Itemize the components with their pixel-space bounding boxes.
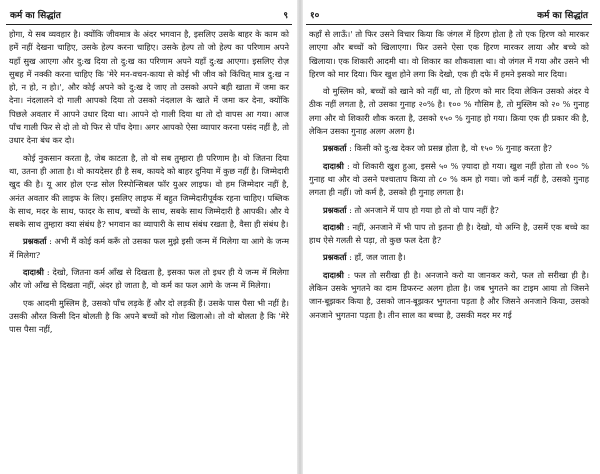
speaker-label: दादाश्री [323,221,344,232]
book-gutter [297,0,303,474]
dialogue-line [309,251,589,264]
dialogue-text: : देखो, जितना कर्म आँख से दिखता है, इसका फल तो इधर ही ये जन्म में मिलेगा और जो आँख से दिखता नहीं, अंदर हो जाता है, वो कर्म का फल आगे के जन्म में मिलेगा। [9,267,289,291]
speaker-label: प्रश्नकर्ता [23,236,47,247]
dialogue-line [309,160,589,200]
left-page-header [6,6,292,25]
left-header-title: कर्म का सिद्धांत [10,11,61,21]
left-page-body [6,25,292,337]
dialogue-line [309,221,589,248]
dialogue-line [9,266,289,293]
right-page [306,6,592,468]
paragraph: वो मुस्लिम को, बच्चों को खाने को नहीं था, तो हिरण को मार दिया लेकिन उसको अंदर ये ठीक नहीं लगता है, तो उसका गुनाह २०% है। १०० % गौसिम है, तो मुस्लिम को २० % गुनाह लगा और वो शिकारी शौक करता है, उसको १५० % गुनाह हो गया। क्रिया एक ही प्रकार की है, लेकिन उसका गुनाह अलग अलग है। [309,86,589,137]
speaker-label: दादाश्री [323,269,344,280]
dialogue-text: : वो शिकारी खुश हुआ, इससे ५० % ज़्यादा हो गया। खुश नहीं होता तो १०० % गुनाह था और वो उसने पश्चाताप किया तो ८० % कम हो गया। जो कर्म नहीं है, उसको गुनाह लगता ही नहीं। जो कर्म है, उसको ही गुनाह लगता है। [309,160,589,198]
dialogue-text: : फल तो सरीखा ही है। अनजाने करो या जानकर करो, फल तो सरीखा ही है। लेकिन उसके भुगतने का दाम डिफरन्ट अलग होता है। जब भुगतने का टाइम आया तो जिसने जान-बूझकर किया है, उसको जान-बूझकर भुगतना पड़ता है और जिसने अनजाने किया, उसको अनजाने भुगतना पड़ता है। तीन साल का बच्चा है, उसकी मदर मर गई [309,269,589,320]
dialogue-line [309,204,589,217]
dialogue-line [309,269,589,322]
paragraph: एक आदमी मुस्लिम है, उसको पाँच लड़के हैं और दो लड़की हैं। उसके पास पैसा भी नहीं है। उसकी औरत किसी दिन बोलती है कि अपने बच्चों को गोश खिलाओ। तो वो बोलता है कि 'मेरे पास पैसा नहीं, [9,297,289,335]
right-page-body [306,25,592,322]
dialogue-text: : अभी मैं कोई कर्म करूँ तो उसका फल मुझे इसी जन्म में मिलेगा या आगे के जन्म में मिलेगा? [9,236,289,260]
dialogue-text: : नहीं, अनजाने में भी पाप तो इतना ही है। देखो, यो अग्नि है, उसमें एक बच्चे का हाथ ऐसे गलती से पड़ा, तो कुछ फल देता है? [309,221,589,246]
right-header-title: कर्म का सिद्धांत [537,11,588,21]
speaker-label: दादाश्री [23,267,44,278]
dialogue-line [9,235,289,262]
dialogue-text: : हाँ, जल जाता है। [349,252,406,263]
speaker-label: प्रश्नकर्ता [323,252,347,263]
paragraph: होगा, ये सब व्यवहार है। क्योंकि जीवमात्र के अंदर भगवान है, इसलिए उसके बाहर के काम को हमें नहीं देखना चाहिए, उसके हेल्प करना चाहिए। उसके हेल्प तो जो हेल्प का परिणाम अपने यहाँ सुख आएगा और दु:ख दिया तो दु:ख का परिणाम अपने यहाँ दु:ख आएगा। इसलिए रोज़ सुबह में नक्की करना चाहिए कि 'मेरे मन-वचन-काया से कोई भी जीव को किंचित् मात्र दु:ख न हो, न हो, न हो।', और कोई अपने को दु:ख दे जाए तो उसको अपने बही खाता में जमा कर देना। नंदलालने दो गाली आपको दिया तो उसको नंदलाल के खाते में जमा कर देना, क्योंकि पिछले अवतार में आपने उधार दिया था। आपने दो गाली दिया था तो दो वापस आ गया। आज पाँच गाली फिर से दो तो वो फिर से पाँच देगा। अगर आपको ऐसा व्यापार करना पसंद नहीं है, तो उधार देना बंध कर दो। [9,29,289,146]
dialogue-line [309,142,589,155]
speaker-label: प्रश्नकर्ता [323,143,347,154]
dialogue-text: : किसी को दु:ख देकर जो प्रसन्न होता है, वो १५० % गुनाह करता है? [349,143,552,154]
dialogue-text: : तो अनजाने में पाप हो गया हो तो वो पाप नहीं है? [349,204,499,215]
speaker-label: दादाश्री [323,160,344,171]
right-page-header [306,6,592,25]
right-page-number: १० [310,11,320,21]
speaker-label: प्रश्नकर्ता [323,204,347,215]
paragraph: कहाँ से लाऊँ।' तो फिर उसने विचार किया कि जंगल में हिरण होता है तो एक हिरण को मारकर लाएगा और बच्चों को खिलाएगा। फिर उसने ऐसा एक हिरण मारकर लाया और बच्चे को खिलाया। एक शिकारी आदमी था। वो शिकार का शौकवाला था। वो जंगल में गया और उसने भी हिरण को मार दिया। फिर खुश होने लगा कि देखो, एक ही दफे में हमने इसको मार दिया। [309,29,589,79]
left-page-number: ९ [283,11,288,21]
left-page [6,6,292,468]
paragraph: कोई नुकसान करता है, जेब काटता है, तो वो सब तुम्हारा ही परिणाम है। वो जितना दिया था, उतना ही आता है। वो कायदेसर ही है सब, कायदे को बाहर दुनिया में कुछ नहीं है। जिम्मेदारी खुद की है। यू आर होल एन्ड सोल रिस्पोन्सिबल फॉर युअर लाइफ। वो हम जिम्मेदार नहीं है, अनंत अवतार की लाइफ के लिए। इसलिए लाइफ में बहुत जिम्मेदारीपूर्वक रहना चाहिए। पब्लिक के साथ, मदर के साथ, फादर के साथ, बच्चों के साथ, सबके साथ जिम्मेदारी है आपकी। और ये सबके साथ तुम्हारा क्या संबंध है? भगवान का व्यापारी के साथ संबंध रखता है, वैसा ही संबंध है। [9,152,289,230]
